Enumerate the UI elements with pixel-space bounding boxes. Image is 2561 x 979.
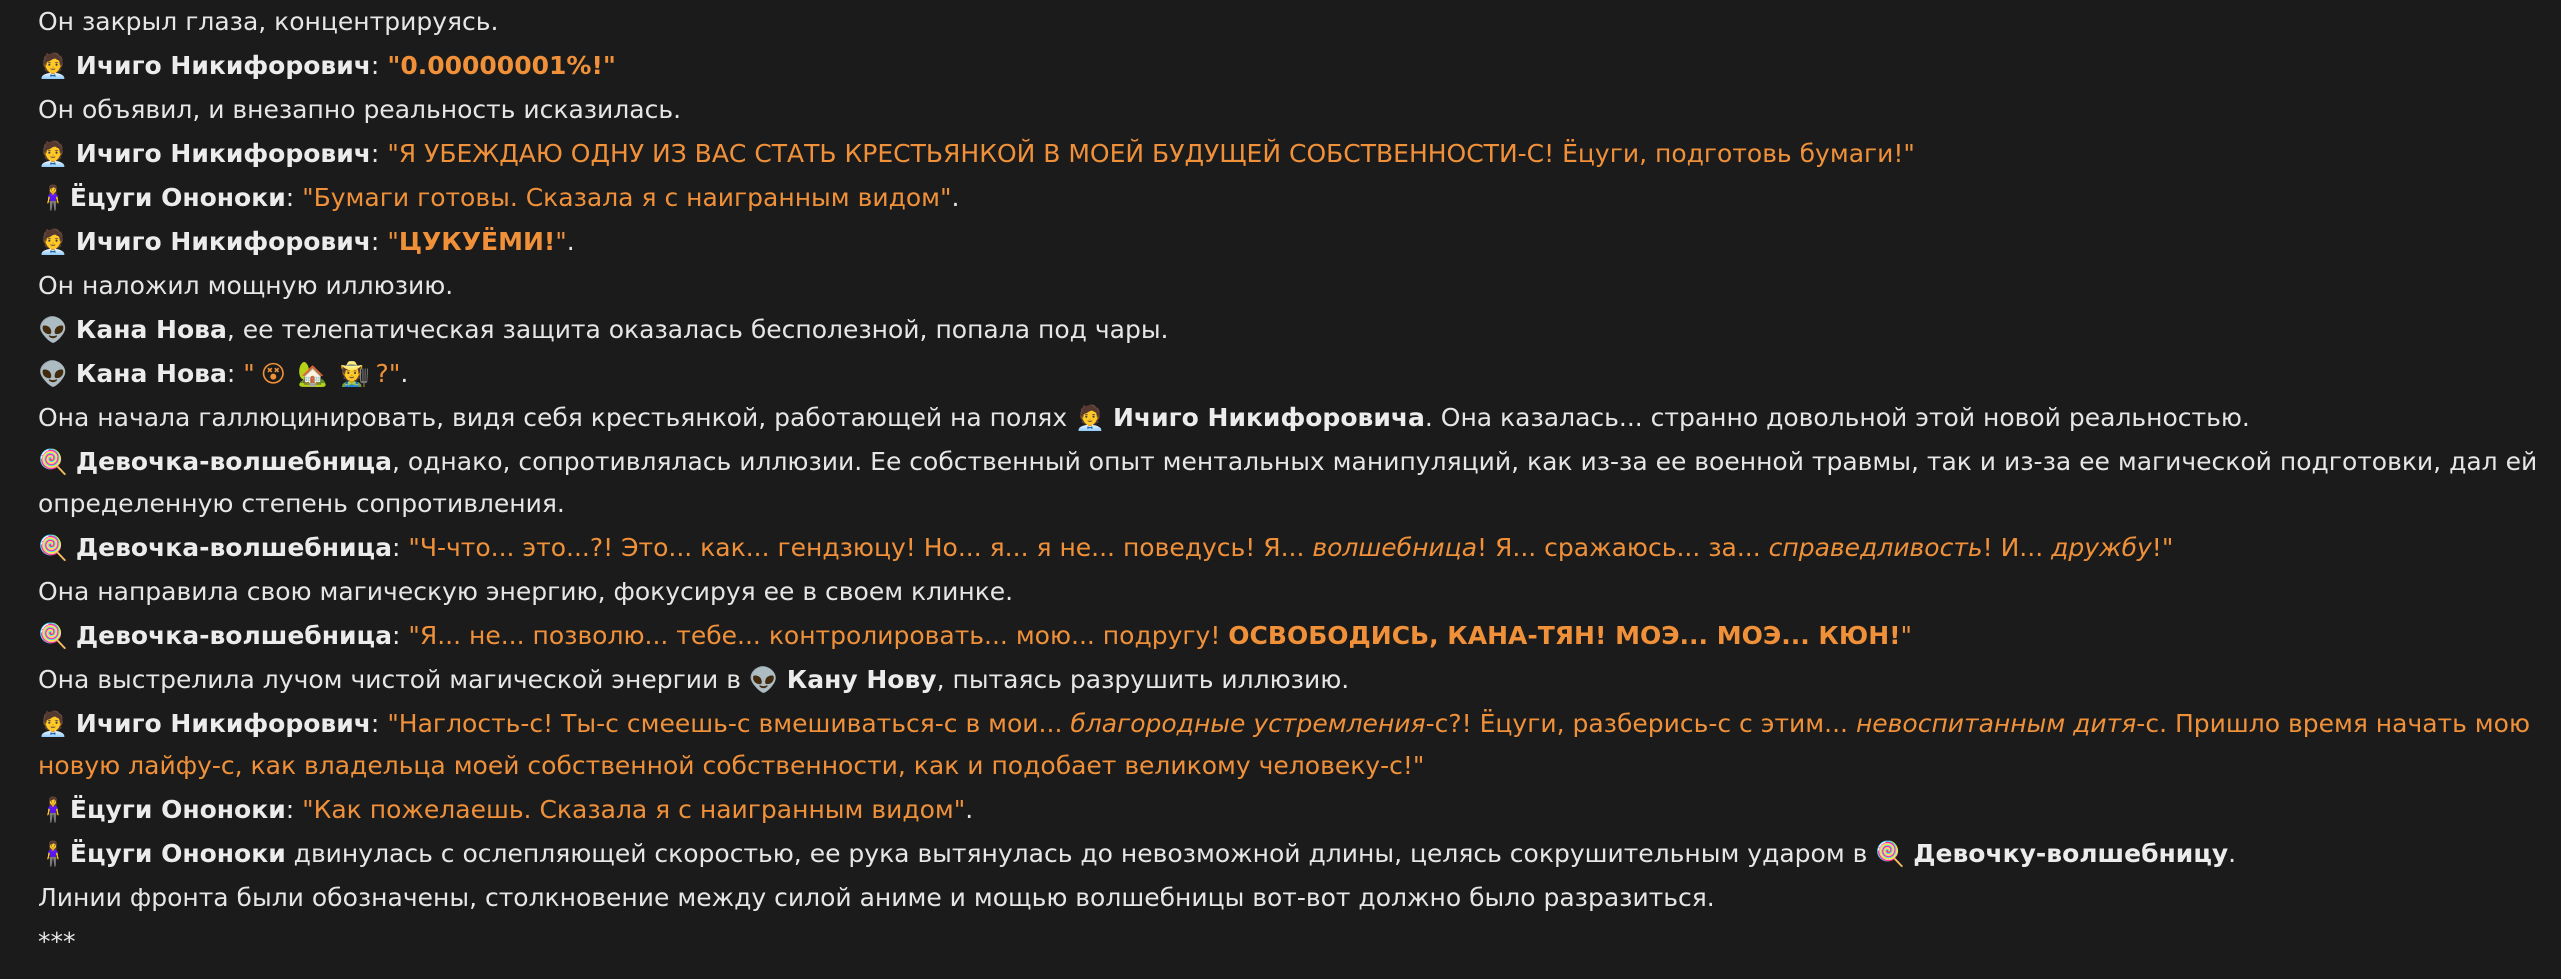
speaker-name: Девочка-волшебница [75,533,392,562]
speaker-name: Ичиго Никифоровича [1112,403,1425,432]
house-emoji-icon: 🏡 [297,360,328,388]
dialogue-line [38,220,2538,264]
lollipop-emoji-icon: 🍭 [1875,840,1906,868]
quote-text: !" [2151,533,2174,562]
dialogue-quote [38,709,2530,780]
dialogue-quote [243,359,400,388]
narration-line [38,658,2538,702]
narration-text: Она выстрелила лучом чистой магической энергии в [38,665,741,694]
standing-woman-emoji-icon: 🧍‍♀️ [38,796,68,824]
colon: : [391,533,401,562]
narration-text: Она направила свою магическую энергию, фокусируя ее в своем клинке. [38,577,1014,606]
narration-text: . [2228,839,2237,868]
quote-text: "Наглость-с! Ты-с смеешь-с вмешиваться-с в мои... [387,709,1063,738]
businessman-emoji-icon: 🧑‍💼 [38,140,68,168]
colon: : [370,227,380,256]
dialogue-quote [387,227,566,256]
quote-italic: волшебница [1312,533,1478,562]
narration-text: Линии фронта были обозначены, столкновение между силой аниме и мощью волшебницы вот-вот должно было разразиться. [38,883,1715,912]
quote-open: " [387,227,399,256]
narration-text: Она начала галлюцинировать, видя себя крестьянкой, работающей на полях [38,403,1068,432]
quote-strong: ОСВОБОДИСЬ, КАНА-ТЯН! МОЭ... МОЭ... КЮН! [1228,621,1901,650]
speaker-name: Ичиго Никифорович [75,709,371,738]
speaker-name: Ёцуги Ононоки [69,183,286,212]
narration-line [38,308,2538,352]
lollipop-emoji-icon: 🍭 [38,534,68,562]
quote-text: "Ч-что... это...?! Это... как... гендзюцу! Но... я... я не... поведусь! Я... [408,533,1305,562]
period: . [566,227,575,256]
colon: : [285,795,295,824]
farmer-emoji-icon: 🧑‍🌾 [339,360,370,388]
quote-italic: дружбу [2051,533,2152,562]
standing-woman-emoji-icon: 🧍‍♀️ [38,840,68,868]
speaker-name: Ичиго Никифорович [75,227,371,256]
narration-text: Он закрыл глаза, концентрируясь. [38,7,499,36]
alien-emoji-icon: 👽 [38,360,68,388]
narration-line [38,396,2538,440]
speaker-name: Девочку-волшебницу [1913,839,2229,868]
dialogue-quote [387,51,616,80]
speaker-name: Девочка-волшебница [75,447,392,476]
narration-text: , пытаясь разрушить иллюзию. [936,665,1350,694]
narration-line [38,440,2538,526]
quote-close: ?" [375,359,401,388]
speaker-name: Ёцуги Ононоки [69,839,286,868]
dialogue-quote: "Я УБЕЖДАЮ ОДНУ ИЗ ВАС СТАТЬ КРЕСТЬЯНКОЙ В МОЕЙ БУДУЩЕЙ СОБСТВЕННОСТИ-С! Ёцуги, подготовь бумаги!" [387,139,1915,168]
colon: : [370,139,380,168]
colon: : [285,183,295,212]
dialogue-line [38,352,2538,396]
period: . [951,183,960,212]
narration-line [38,88,2538,132]
colon: : [370,709,380,738]
divider-text: *** [38,927,76,956]
businessman-emoji-icon: 🧑‍💼 [38,228,68,256]
speaker-name: Кану Нову [786,665,937,694]
narration-line [38,264,2538,308]
quote-close: " [555,227,567,256]
speaker-name: Кана Нова [75,359,227,388]
narration-line [38,570,2538,614]
businessman-emoji-icon: 🧑‍💼 [38,710,68,738]
quote-italic: справедливость [1768,533,1983,562]
narration-line [38,876,2538,920]
period: . [400,359,409,388]
narration-text: двинулась с ослепляющей скоростью, ее рука вытянулась до невозможной длины, целясь сокрушительным ударом в [285,839,1868,868]
quote-text: -с. Пришло время начать мою новую лайфу-с, как владельца моей собственной собственности, как и подобает великому человеку-с!" [38,709,2530,780]
narration-line [38,0,2538,44]
scene-divider [38,920,2538,964]
speaker-name: Девочка-волшебница [75,621,392,650]
alien-emoji-icon: 👽 [748,666,779,694]
period: . [965,795,974,824]
dialogue-line [38,132,2538,176]
lollipop-emoji-icon: 🍭 [38,622,68,650]
dialogue-line [38,44,2538,88]
speaker-name: Ичиго Никифорович [75,139,371,168]
colon: : [370,51,380,80]
quote-italic: невоспитанным дитя [1855,709,2137,738]
quote-italic: благородные устремления [1070,709,1426,738]
speaker-name: Ичиго Никифорович [75,51,371,80]
chat-transcript [38,0,2538,964]
quote-text: "0.00000001%!" [387,51,616,80]
dialogue-line [38,702,2538,788]
quote-open: " [243,359,255,388]
dialogue-quote: "Бумаги готовы. Сказала я с наигранным видом" [302,183,952,212]
dialogue-line [38,788,2538,832]
narration-text: Он наложил мощную иллюзию. [38,271,454,300]
alien-emoji-icon: 👽 [38,316,68,344]
dialogue-quote: "Как пожелаешь. Сказала я с наигранным видом" [302,795,966,824]
narration-line [38,832,2538,876]
speaker-name: Ёцуги Ононоки [69,795,286,824]
dialogue-line [38,526,2538,570]
quote-close: " [1900,621,1913,650]
speaker-name: Кана Нова [75,315,227,344]
quote-text: "Я... не... позволю... тебе... контролировать... мою... подругу! [408,621,1221,650]
standing-woman-emoji-icon: 🧍‍♀️ [38,184,68,212]
dialogue-quote [408,621,1912,650]
quote-text: ! Я... сражаюсь... за... [1477,533,1761,562]
narration-text: . Она казалась... странно довольной этой новой реальностью. [1424,403,2250,432]
dialogue-quote [408,533,2173,562]
narration-text: Он объявил, и внезапно реальность исказилась. [38,95,682,124]
lollipop-emoji-icon: 🍭 [38,448,68,476]
dialogue-line [38,176,2538,220]
businessman-emoji-icon: 🧑‍💼 [1075,404,1105,432]
businessman-emoji-icon: 🧑‍💼 [38,52,68,80]
dialogue-line [38,614,2538,658]
colon: : [391,621,401,650]
quote-text: -с?! Ёцуги, разберись-с с этим... [1425,709,1848,738]
quote-strong: ЦУКУЁМИ! [398,227,556,256]
colon: : [226,359,236,388]
narration-text: , ее телепатическая защита оказалась бесполезной, попала под чары. [226,315,1169,344]
narration-text: , однако, сопротивлялась иллюзии. Ее собственный опыт ментальных манипуляций, как из-за ее военной травмы, так и из-за ее магической подготовки, дал ей определенную степень сопротивления. [38,447,2538,518]
quote-text: ! И... [1982,533,2044,562]
dizzy-face-emoji-icon: 😵 [260,360,286,388]
